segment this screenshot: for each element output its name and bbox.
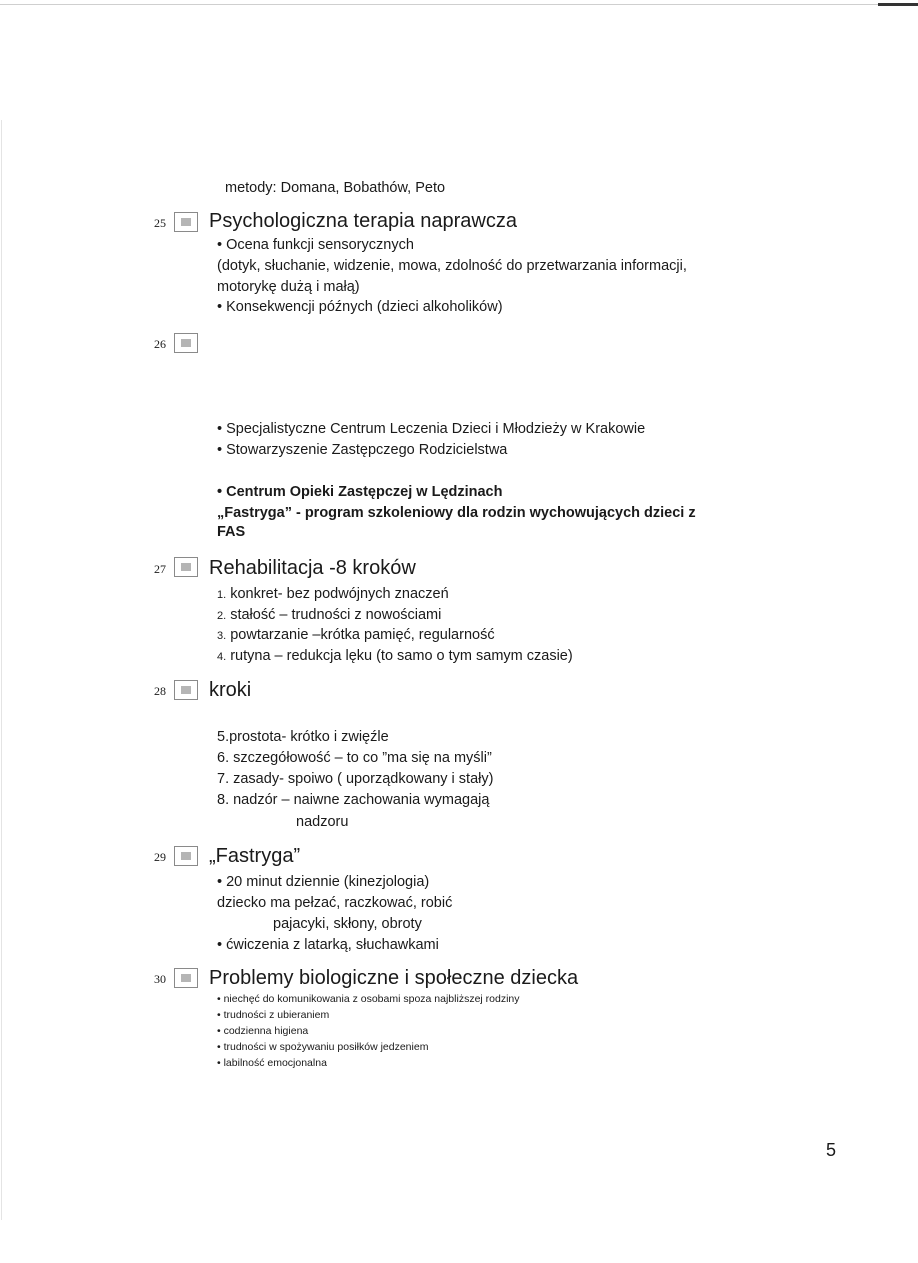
numbered-item: 1. konkret- bez podwójnych znaczeń <box>217 586 449 602</box>
text-line: „Fastryga” - program szkoleniowy dla rodzin wychowujących dzieci z <box>217 505 696 521</box>
text-line: 7. zasady- spoiwo ( uporządkowany i stały) <box>217 771 494 787</box>
text-line: dziecko ma pełzać, raczkować, robić <box>217 895 453 911</box>
slide-thumbnail-icon <box>174 968 198 988</box>
slide-thumbnail-icon <box>174 680 198 700</box>
scan-left-edge <box>1 120 2 1220</box>
bullet-item: • ćwiczenia z latarką, słuchawkami <box>217 937 439 953</box>
text-line: (dotyk, słuchanie, widzenie, mowa, zdolność do przetwarzania informacji, <box>217 258 687 274</box>
text-line: 5.prostota- krótko i zwięźle <box>217 729 389 745</box>
text-line: nadzoru <box>296 814 349 830</box>
slide-thumbnail-icon <box>174 333 198 353</box>
slide-number: 25 <box>154 216 166 230</box>
bullet-item: • niechęć do komunikowania z osobami spoza najbliższej rodziny <box>217 993 520 1005</box>
text-line: 6. szczegółowość – to co ”ma się na myśli” <box>217 750 492 766</box>
scan-top-line <box>0 4 918 5</box>
slide-number: 28 <box>154 684 166 698</box>
slide-title: kroki <box>209 679 252 701</box>
slide-number: 27 <box>154 562 166 576</box>
slide-thumbnail-icon <box>174 212 198 232</box>
slide-number: 29 <box>154 850 166 864</box>
scan-top-mark <box>878 3 918 6</box>
slide-thumbnail-icon <box>174 557 198 577</box>
bullet-item: • Specjalistyczne Centrum Leczenia Dzieci i Młodzieży w Krakowie <box>217 421 646 437</box>
bullet-item: • trudności w spożywaniu posiłków jedzeniem <box>217 1041 429 1053</box>
slide-thumbnail-icon <box>174 846 198 866</box>
page-number: 5 <box>826 1140 837 1160</box>
text-line: pajacyki, skłony, obroty <box>273 916 422 932</box>
text-line: 8. nadzór – naiwne zachowania wymagają <box>217 792 490 808</box>
bullet-item: • trudności z ubieraniem <box>217 1009 330 1021</box>
bullet-item: • Konsekwencji późnych (dzieci alkoholików) <box>217 299 503 315</box>
bullet-item: • Ocena funkcji sensorycznych <box>217 237 414 253</box>
slide-title: Problemy biologiczne i społeczne dziecka <box>209 967 579 989</box>
slide-title: Psychologiczna terapia naprawcza <box>209 210 517 232</box>
slide-number: 30 <box>154 972 166 986</box>
bullet-item: • Stowarzyszenie Zastępczego Rodzicielstwa <box>217 442 508 458</box>
bullet-item: • labilność emocjonalna <box>217 1057 327 1069</box>
slide-title: „Fastryga” <box>209 845 301 867</box>
bullet-item: • 20 minut dziennie (kinezjologia) <box>217 874 430 890</box>
numbered-item: 3. powtarzanie –krótka pamięć, regularność <box>217 627 495 643</box>
bullet-item: • codzienna higiena <box>217 1025 309 1037</box>
text-line: FAS <box>217 524 246 540</box>
text-line: motorykę dużą i małą) <box>217 279 360 295</box>
slide-title: Rehabilitacja -8 kroków <box>209 557 416 579</box>
slide-number: 26 <box>154 337 166 351</box>
bullet-item: • Centrum Opieki Zastępczej w Lędzinach <box>217 484 503 500</box>
numbered-item: 4. rutyna – redukcja lęku (to samo o tym samym czasie) <box>217 648 573 664</box>
intro-methods: metody: Domana, Bobathów, Peto <box>225 180 446 196</box>
numbered-item: 2. stałość – trudności z nowościami <box>217 607 442 623</box>
